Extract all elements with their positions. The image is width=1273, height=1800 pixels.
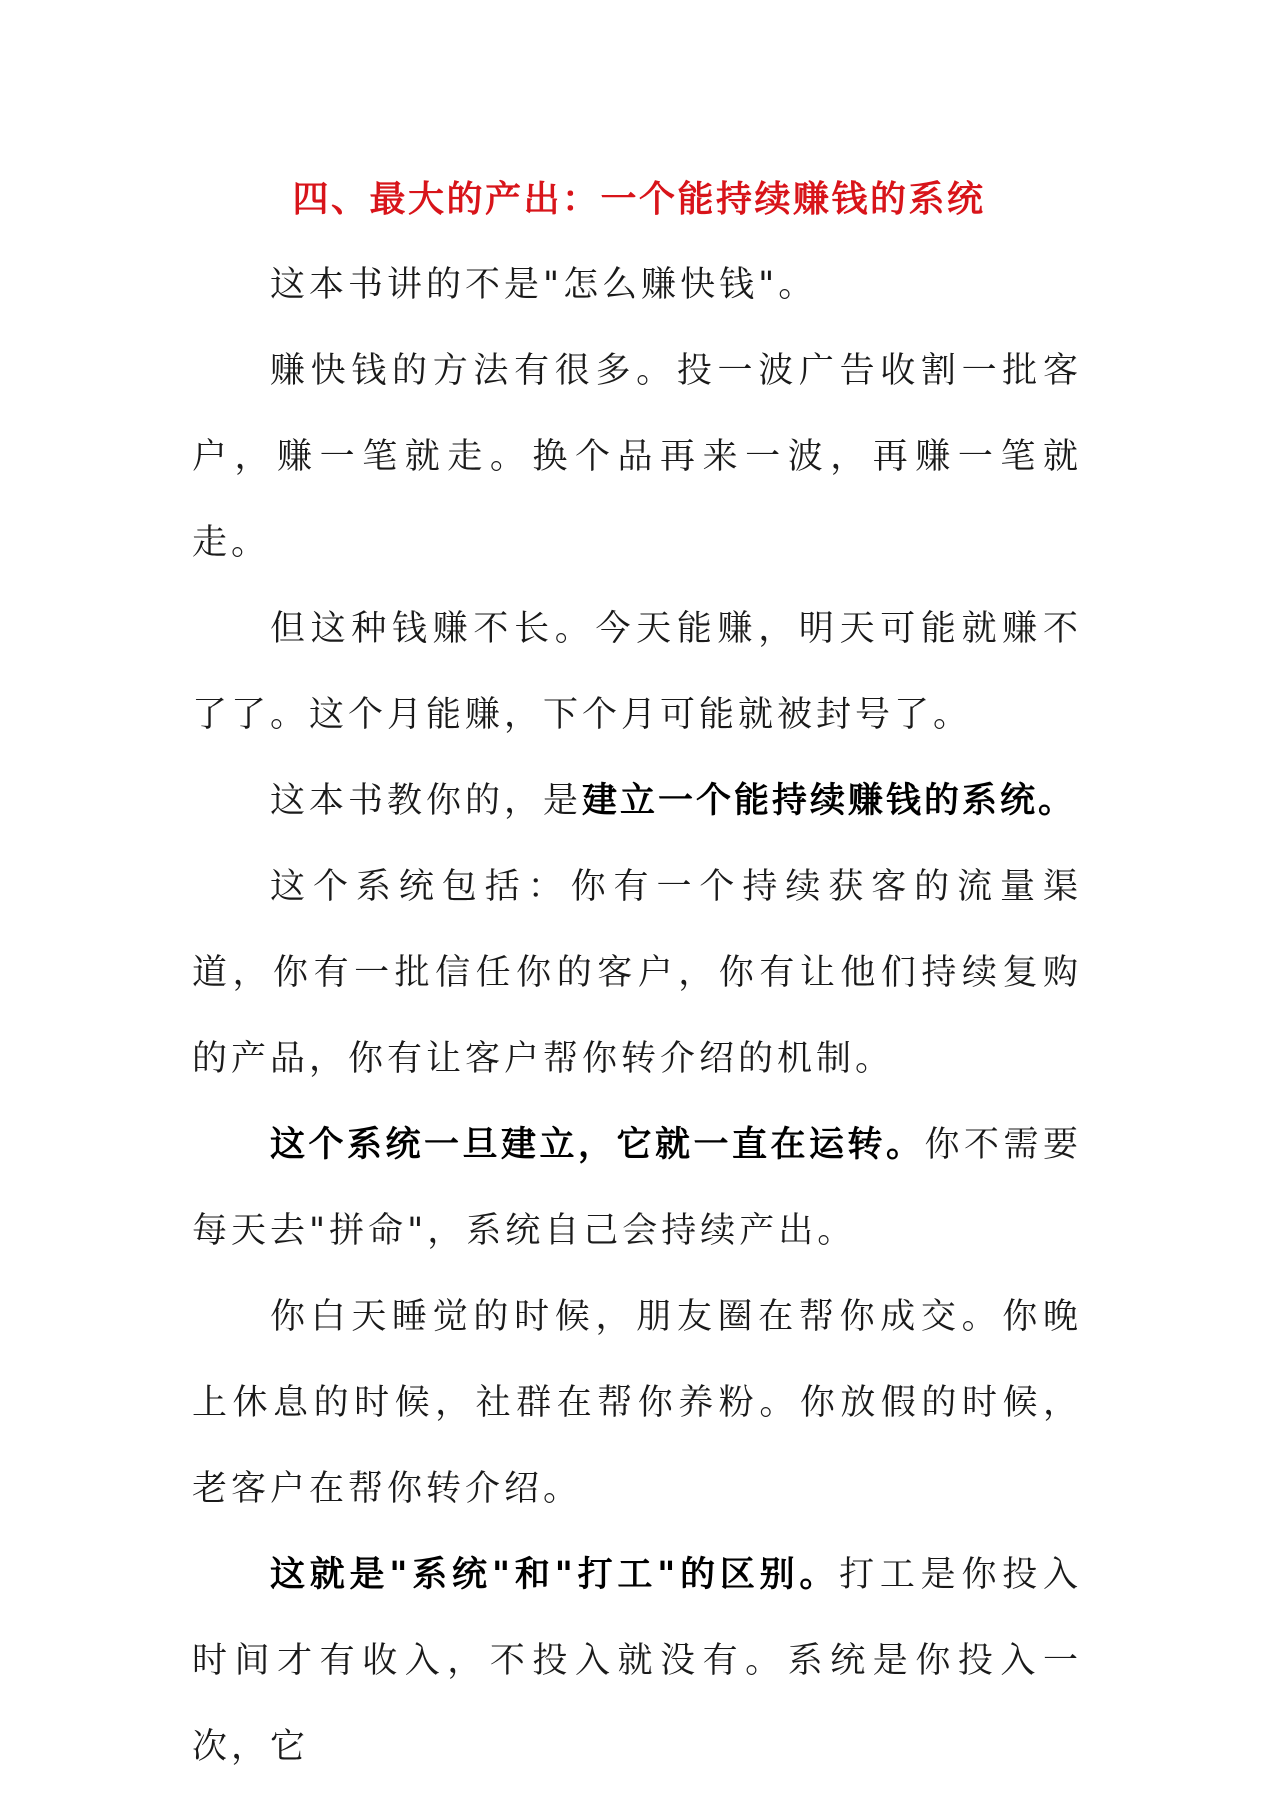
document-body [192, 166, 1082, 1790]
paragraph-6 [192, 1102, 1082, 1274]
paragraph-8 [192, 1532, 1082, 1790]
paragraph-8-bold-text: 这就是"系统"和"打工"的区别。 [270, 1555, 840, 1595]
section-heading: 四、最大的产出：一个能持续赚钱的系统 [292, 178, 986, 220]
paragraph-7: 你白天睡觉的时候，朋友圈在帮你成交。你晚上休息的时候，社群在帮你养粉。你放假的时候，老客户在帮你转介绍。 [192, 1297, 1082, 1509]
paragraph-1: 这本书讲的不是"怎么赚快钱"。 [270, 265, 818, 305]
paragraph-6-normal-text: 你不需要每天去"拼命"，系统自己会持续产出。 [192, 1125, 1082, 1251]
paragraph-5: 这个系统包括：你有一个持续获客的流量渠道，你有一批信任你的客户，你有让他们持续复购的产品，你有让客户帮你转介绍的机制。 [192, 867, 1082, 1079]
paragraph-6-bold-text: 这个系统一旦建立，它就一直在运转。 [270, 1125, 925, 1165]
paragraph-4 [192, 758, 1082, 844]
paragraph-4-bold-text: 建立一个能持续赚钱的系统。 [582, 781, 1077, 821]
paragraph-8-normal-text: 打工是你投入时间才有收入，不投入就没有。系统是你投入一次，它 [192, 1555, 1082, 1767]
paragraph-4-normal-text: 这本书教你的，是 [270, 781, 583, 821]
paragraph-3: 但这种钱赚不长。今天能赚，明天可能就赚不了了。这个月能赚，下个月可能就被封号了。 [192, 609, 1082, 735]
paragraph-2: 赚快钱的方法有很多。投一波广告收割一批客户，赚一笔就走。换个品再来一波，再赚一笔就走。 [192, 351, 1082, 563]
